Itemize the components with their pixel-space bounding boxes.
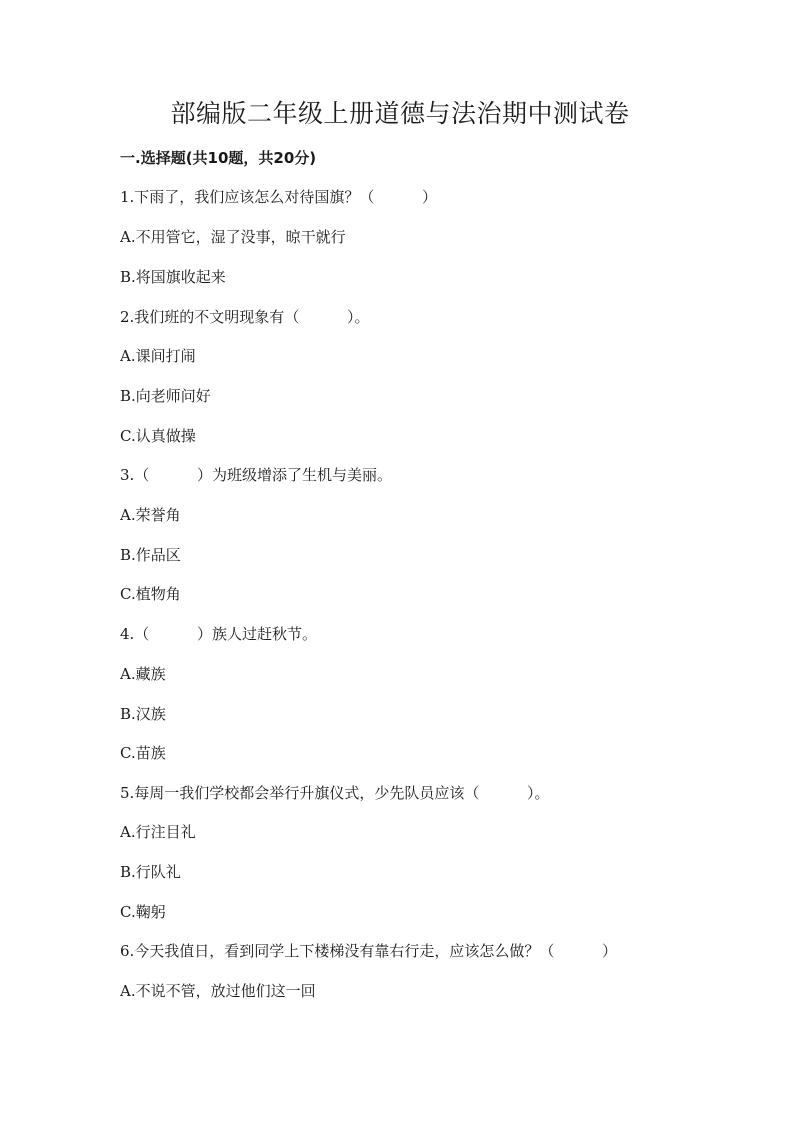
option-5b: B.行队礼 [120,863,181,881]
question-3: 3.（ ）为班级增添了生机与美丽。 [120,466,392,484]
option-3b: B.作品区 [120,546,181,564]
option-3a: A.荣誉角 [120,506,181,524]
option-4b: B.汉族 [120,705,166,723]
option-2b: B.向老师问好 [120,387,211,405]
option-5a: A.行注目礼 [120,823,196,841]
section-heading: 一.选择题(共10题，共20分) [120,149,317,167]
question-6: 6.今天我值日，看到同学上下楼梯没有靠右行走，应该怎么做？（ ） [120,942,617,960]
question-1: 1.下雨了，我们应该怎么对待国旗？（ ） [120,188,437,206]
option-3c: C.植物角 [120,585,181,603]
option-2a: A.课间打闹 [120,347,196,365]
option-4a: A.藏族 [120,665,166,683]
question-4: 4.（ ）族人过赶秋节。 [120,625,317,643]
option-1a: A.不用管它，湿了没事，晾干就行 [120,228,346,246]
document-title: 部编版二年级上册道德与法治期中测试卷 [170,99,630,128]
question-2: 2.我们班的不文明现象有（ ）。 [120,308,370,326]
option-1b: B.将国旗收起来 [120,268,226,286]
option-6a: A.不说不管，放过他们这一回 [120,982,316,1000]
option-5c: C.鞠躬 [120,903,166,921]
option-4c: C.苗族 [120,744,166,762]
option-2c: C.认真做操 [120,427,196,445]
question-5: 5.每周一我们学校都会举行升旗仪式，少先队员应该（ ）。 [120,784,550,802]
